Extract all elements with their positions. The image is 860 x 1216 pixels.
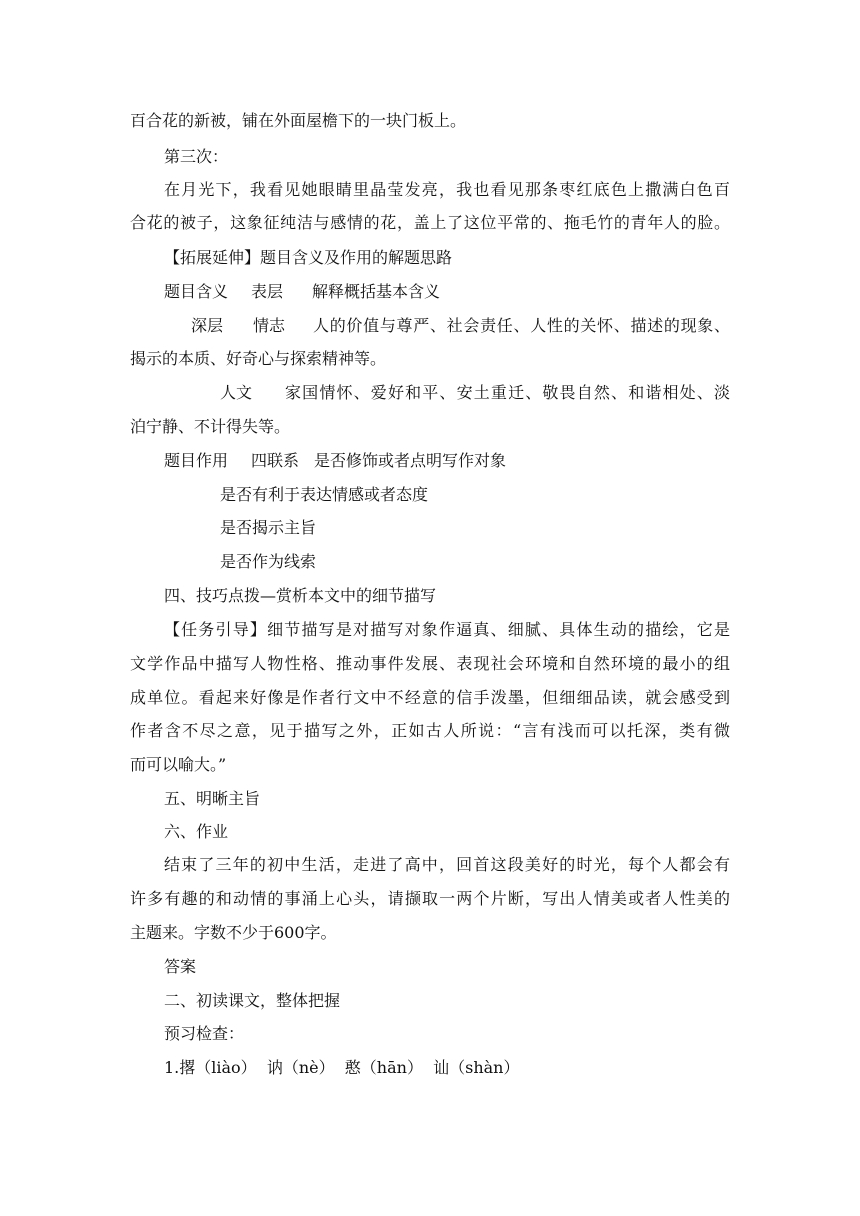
text-line	[0, 782, 860, 816]
text-line	[0, 478, 860, 512]
text-line	[0, 613, 860, 647]
text-line	[0, 950, 860, 984]
text-line	[0, 984, 860, 1018]
text-segment: 泊宁静、不计得失等。	[130, 417, 291, 436]
text-line	[0, 173, 860, 207]
text-segment: 情志	[253, 316, 286, 335]
text-segment: 而可以喻大。”	[130, 755, 227, 774]
text-segment: 第三次：	[164, 147, 229, 166]
text-segment: 许多有趣的和动情的事涌上心头，请撷取一两个片断，写出人情美或者人性美的	[130, 889, 730, 908]
text-segment: 五、明晰主旨	[164, 789, 261, 808]
text-line	[0, 511, 860, 545]
text-segment: 1.撂（liào） 讷（nè） 憨（hān） 讪（shàn）	[164, 1058, 520, 1077]
text-segment: 结束了三年的初中生活，走进了高中，回首这段美好的时光，每个人都会有	[164, 855, 730, 874]
text-line	[0, 1017, 860, 1051]
text-segment: 人的价值与尊严、社会责任、人性的关怀、描述的现象、	[313, 316, 730, 335]
text-segment: 文学作品中描写人物性格、推动事件发展、表现社会环境和自然环境的最小的组	[130, 654, 730, 673]
text-line	[0, 1051, 860, 1085]
text-line	[0, 714, 860, 748]
text-line	[0, 241, 860, 275]
text-segment: 四、技巧点拨—赏析本文中的细节描写	[164, 586, 437, 605]
text-line	[0, 275, 860, 309]
text-segment: 合花的被子，这象征纯洁与感情的花，盖上了这位平常的、拖毛竹的青年人的脸。	[130, 213, 730, 232]
text-segment: 成单位。看起来好像是作者行文中不经意的信手泼墨，但细细品读，就会感受到	[130, 688, 730, 707]
text-segment: 在月光下，我看见她眼睛里晶莹发亮，我也看见那条枣红底色上撒满白色百	[164, 180, 730, 199]
text-segment: 【任务引导】细节描写是对描写对象作逼真、细腻、具体生动的描绘，它是	[164, 620, 730, 639]
text-segment: 主题来。字数不少于600字。	[130, 923, 337, 942]
text-segment: 表层	[251, 282, 284, 301]
text-segment: 深层	[191, 316, 224, 335]
text-segment: 家国情怀、爱好和平、安土重迁、敬畏自然、和谐相处、淡	[285, 383, 730, 402]
text-line	[0, 579, 860, 613]
text-segment: 答案	[164, 957, 197, 976]
text-line	[0, 815, 860, 849]
text-line	[0, 916, 860, 950]
text-segment: 二、初读课文，整体把握	[164, 991, 341, 1010]
text-line	[0, 647, 860, 681]
text-segment: 是否修饰或者点明写作对象	[314, 451, 507, 470]
text-line	[0, 376, 860, 410]
text-segment: 作者含不尽之意，见于描写之外，正如古人所说：“言有浅而可以托深，类有微	[130, 721, 730, 740]
text-line	[0, 545, 860, 579]
text-line	[0, 140, 860, 174]
text-line	[0, 748, 860, 782]
text-line	[0, 882, 860, 916]
text-line	[0, 309, 860, 343]
text-segment: 是否有利于表达情感或者态度	[220, 485, 429, 504]
text-segment: 题目作用	[164, 451, 229, 470]
text-segment: 四联系	[251, 451, 300, 470]
text-line	[0, 104, 860, 138]
text-segment: 百合花的新被，铺在外面屋檐下的一块门板上。	[130, 111, 467, 130]
text-line	[0, 444, 860, 478]
text-segment: 【拓展延伸】题目含义及作用的解题思路	[164, 248, 453, 267]
text-segment: 人文	[220, 383, 253, 402]
text-segment: 题目含义	[164, 282, 229, 301]
text-line	[0, 206, 860, 240]
text-line	[0, 848, 860, 882]
text-segment: 是否作为线索	[220, 552, 317, 571]
text-segment: 揭示的本质、好奇心与探索精神等。	[130, 349, 387, 368]
text-segment: 解释概括基本含义	[312, 282, 441, 301]
text-segment: 预习检查：	[164, 1024, 245, 1043]
text-line	[0, 342, 860, 376]
text-line	[0, 681, 860, 715]
text-line	[0, 410, 860, 444]
text-segment: 是否揭示主旨	[220, 518, 317, 537]
text-segment: 六、作业	[164, 822, 229, 841]
